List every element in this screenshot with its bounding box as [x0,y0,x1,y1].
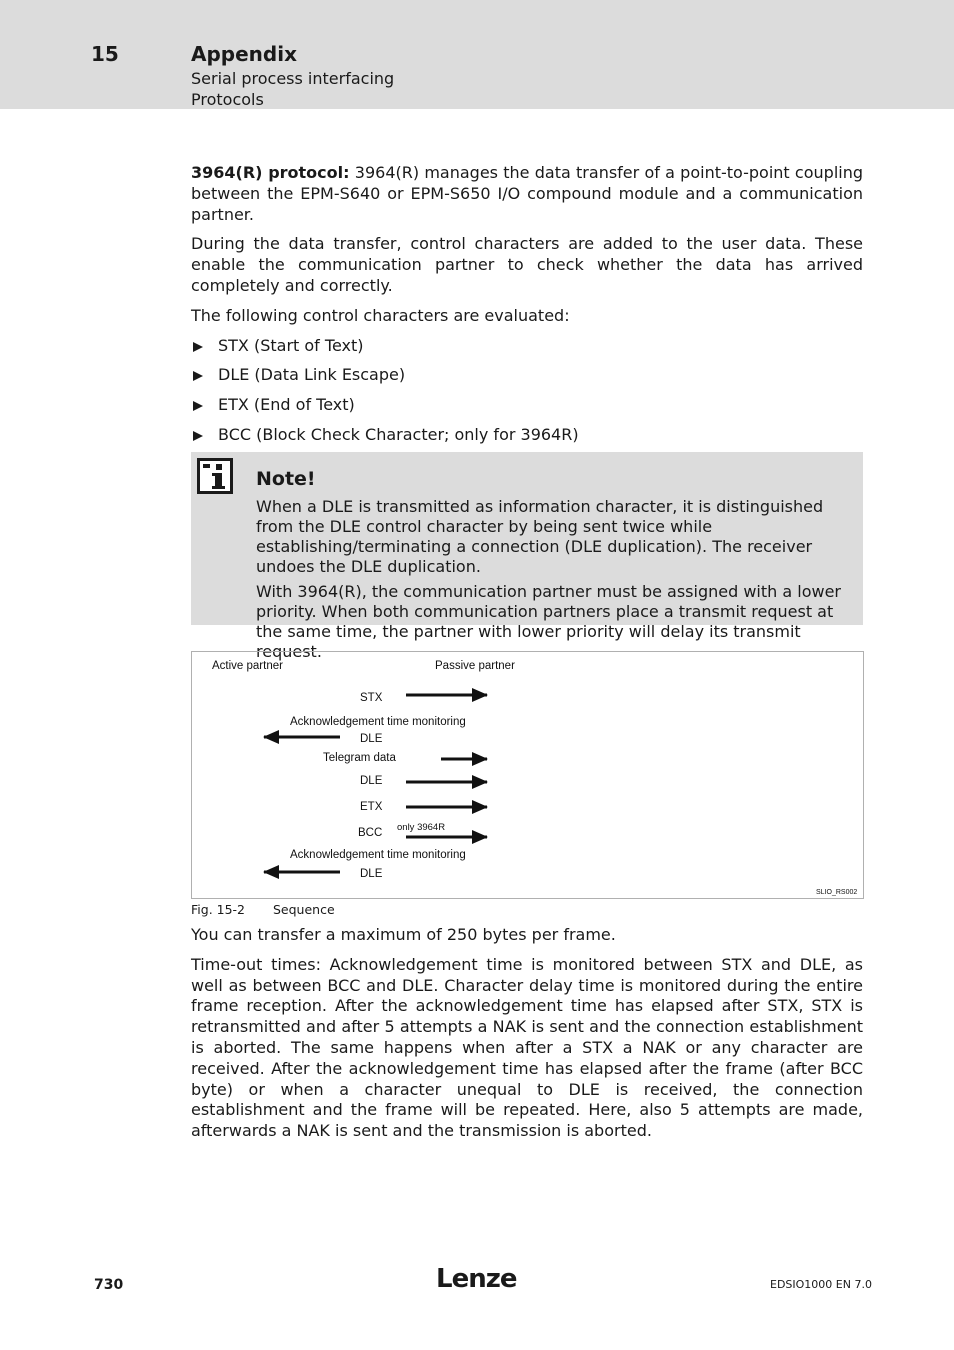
section-subtitle: Serial process interfacing [191,69,395,88]
bcc-label: BCC [358,827,383,839]
paragraph-control-chars: During the data transfer, control characters are added to the user data. These enable the communication partner to check whether the data has arrived completely and correctly. [191,234,863,295]
note-box [191,452,863,661]
list-item [191,336,863,366]
intro-text: 3964(R) manages the data transfer of a point-to-point coupling between the EPM-S640 or EPM-S650 I/O compound module and a communication partner. [191,163,864,224]
dle-label: DLE [360,775,383,787]
document-id: EDSIO1000 EN 7.0 [770,1278,872,1291]
bullet-arrow-icon [193,371,203,381]
list-item-text: STX (Start of Text) [218,335,364,355]
figure-caption [191,902,335,917]
lenze-logo: Lenze [436,1264,517,1294]
intro-paragraph [191,163,863,225]
intro-lead: 3964(R) protocol: [191,163,350,182]
stx-label: STX [360,692,383,704]
sequence-diagram [191,651,864,899]
page-header [0,0,954,109]
ack-monitoring-label: Acknowledgement time monitoring [290,849,466,861]
only-3964r-label: only 3964R [397,822,446,833]
ack-monitoring-label: Acknowledgement time monitoring [290,716,466,728]
list-item-text: ETX (End of Text) [218,395,355,415]
figure-title: Sequence [273,902,335,917]
figure-number: Fig. 15-2 [191,902,246,917]
figure-code: SLIO_RS002 [816,889,858,896]
paragraph-timeouts: Time-out times: Acknowledgement time is monitored between STX and DLE, as well as between BCC and DLE. Character delay time is monitored during the entire frame reception. After the acknowledgement time has elapsed after STX, STX is retransmitted and after 5 attempts a NAK is sent and the connection establishment is aborted. The same happens when after a STX a NAK or any character are received. After the acknowledgement time has elapsed after the frame (after BCC byte) or when a character unequal to DLE is received, the connection establishment and the frame will be repeated. Here, also 5 attempts are made, afterwards a NAK is sent and the transmission is aborted. [191,954,863,1141]
note-paragraph: With 3964(R), the communication partner must be assigned with a lower priority. When both communication partners place a transmit request at the same time, the partner with lower priority will delay its transmit request. [256,582,842,661]
bullet-arrow-icon [193,401,203,411]
list-item [191,425,863,455]
dle-label: DLE [360,733,383,745]
note-title: Note! [256,468,316,490]
note-paragraph: When a DLE is transmitted as information character, it is distinguished from the DLE control character by being sent twice while establishing/terminating a connection (DLE duplication). The receiver undoes the DLE duplication. [256,497,824,576]
body-section [191,925,863,1151]
list-item-text: BCC (Block Check Character; only for 3964R) [218,424,579,444]
subsection-subtitle: Protocols [191,90,264,109]
bullet-arrow-icon [193,342,203,352]
list-item [191,395,863,425]
telegram-data-label: Telegram data [323,752,396,764]
list-item [191,365,863,395]
chapter-number: 15 [91,42,119,66]
page-number: 730 [94,1277,124,1293]
intro-section [191,163,863,485]
list-item-text: DLE (Data Link Escape) [218,365,406,385]
etx-label: ETX [360,801,383,813]
info-icon [197,458,233,494]
passive-partner-label: Passive partner [435,660,515,672]
note-body [256,497,856,667]
sequence-diagram-canvas [192,652,863,898]
dle-label: DLE [360,868,383,880]
paragraph-max-bytes: You can transfer a maximum of 250 bytes per frame. [191,925,616,944]
paragraph-evaluated: The following control characters are evaluated: [191,305,570,325]
active-partner-label: Active partner [212,660,283,672]
bullet-arrow-icon [193,431,203,441]
chapter-title: Appendix [191,42,297,66]
